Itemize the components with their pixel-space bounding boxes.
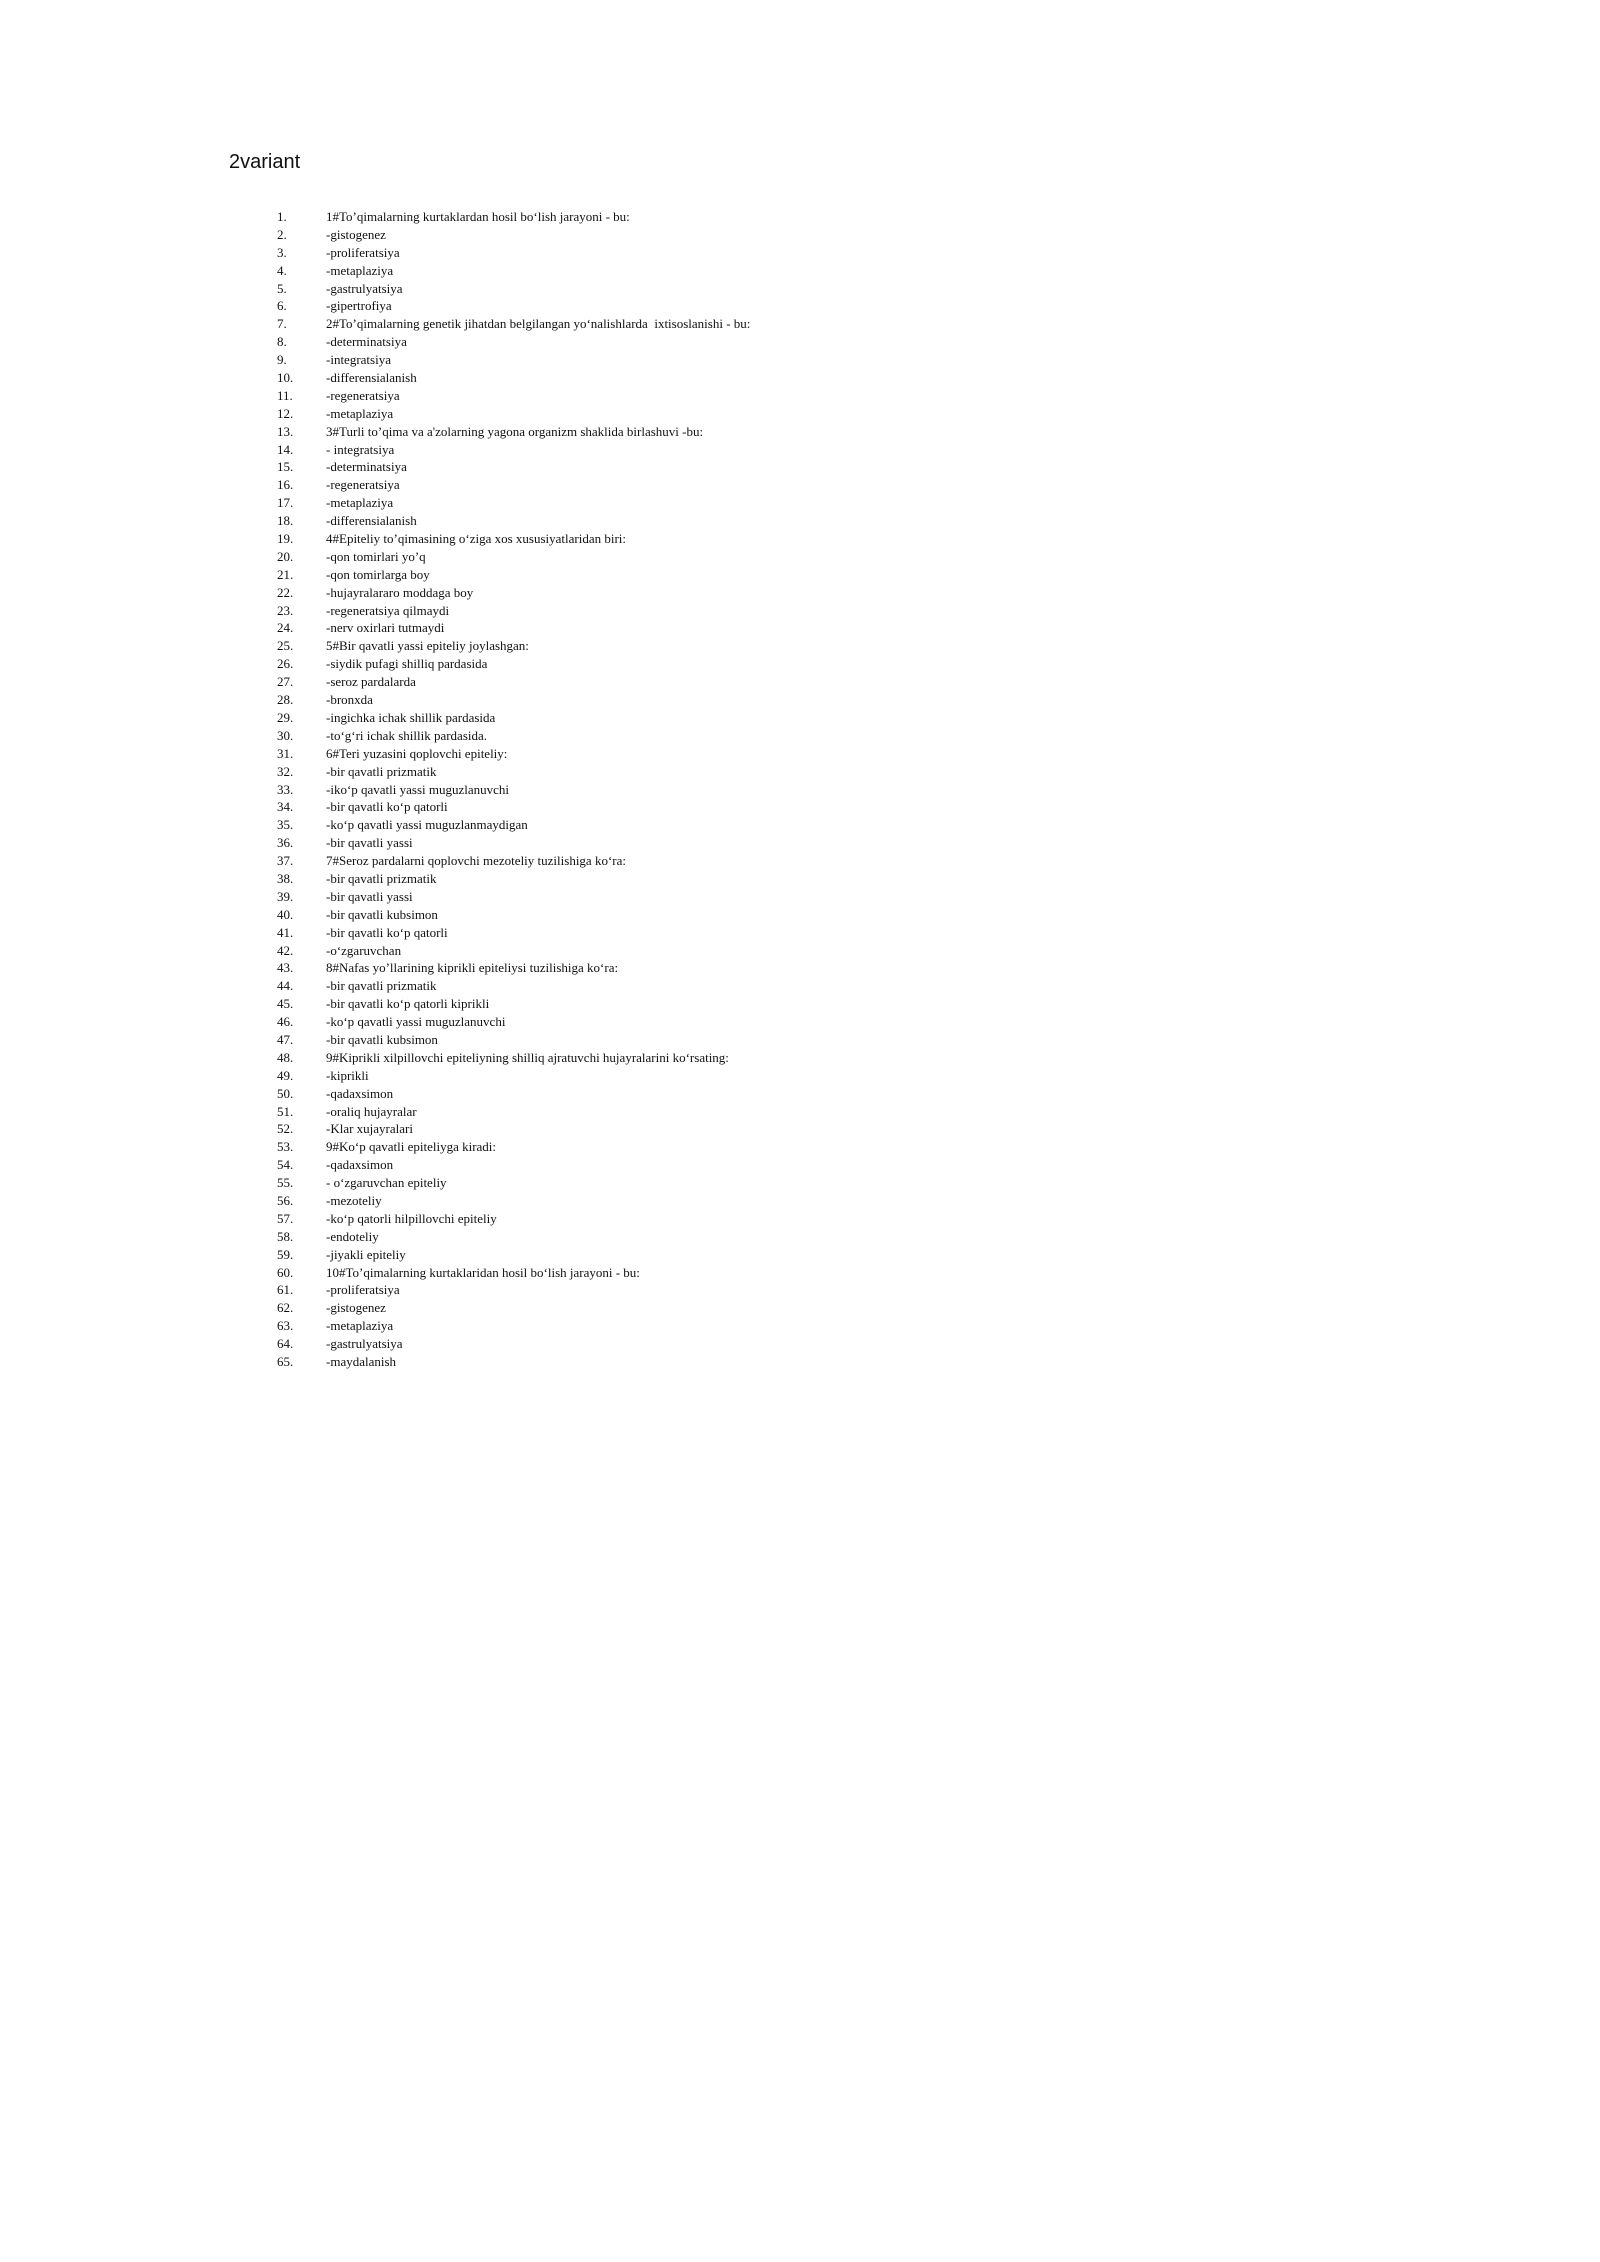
list-item-text: -metaplaziya [326,405,394,421]
list-item-number: 25. [277,638,294,654]
list-item-text: -siydik pufagi shilliq pardasida [326,656,488,672]
list-item-text: 1#To’qimalarning kurtaklardan hosil bo‘lish jarayoni - bu: [326,209,630,224]
list-item-text: -iko‘p qavatli yassi muguzlanuvchi [326,781,510,797]
list-item [277,1067,1277,1085]
list-item-text: 8#Nafas yo’llarining kiprikli epiteliysi tuzilishiga ko‘ra: [326,960,619,976]
list-item [277,888,1277,906]
list-item [277,852,1277,870]
list-item [277,870,1277,888]
list-item-text: -bronxda [326,692,373,708]
list-item-text: -bir qavatli ko‘p qatorli [326,924,448,940]
list-item-number: 39. [277,888,294,904]
list-item-text: -bir qavatli prizmatik [326,870,437,886]
list-item [277,834,1277,852]
list-item [277,566,1277,584]
list-item-number: 22. [277,584,294,600]
list-item [277,208,1277,226]
list-item-text: 6#Teri yuzasini qoplovchi epiteliy: [326,745,508,761]
list-item [277,1031,1277,1049]
list-item-number: 5. [277,280,287,296]
list-item [277,798,1277,816]
list-item-text: -regeneratsiya [326,387,400,403]
list-item-number: 42. [277,942,294,958]
list-item-number: 40. [277,906,294,922]
list-item-number: 3. [277,244,287,260]
list-item-number: 29. [277,709,294,725]
list-item-number: 38. [277,870,294,886]
list-item-text: -Klar xujayralari [326,1121,413,1137]
list-item-number: 56. [277,1192,294,1208]
list-item-number: 43. [277,960,294,976]
list-item-text: 4#Epiteliy to’qimasining o‘ziga xos xususiyatlaridan biri: [326,531,627,547]
list-item-number: 6. [277,298,287,314]
list-item-number: 13. [277,423,294,439]
list-item-number: 18. [277,513,294,529]
list-item-number: 15. [277,459,294,475]
list-item [277,1335,1277,1353]
list-item-text: -o‘zgaruvchan [326,942,402,958]
list-item [277,441,1277,459]
list-item-text: -gistogenez [326,1300,386,1316]
list-item [277,1264,1277,1282]
list-item [277,977,1277,995]
list-item-number: 19. [277,531,294,547]
list-item-text: - integratsiya [326,441,395,457]
list-item [277,942,1277,960]
list-item [277,763,1277,781]
list-item-number: 11. [277,387,293,403]
list-item-text: -ingichka ichak shillik pardasida [326,709,496,725]
list-item-number: 62. [277,1300,294,1316]
list-item [277,369,1277,387]
list-item-number: 8. [277,334,287,350]
list-item-text: -ko‘p qavatli yassi muguzlanuvchi [326,1014,506,1030]
list-item [277,1138,1277,1156]
list-item [277,1246,1277,1264]
list-item-text: -hujayralararo moddaga boy [326,584,474,600]
list-item-text: -oraliq hujayralar [326,1103,417,1119]
list-item [277,494,1277,512]
list-item-number: 30. [277,727,294,743]
list-item-number: 54. [277,1157,294,1173]
list-item-text: -differensialanish [326,513,417,529]
list-item-text: -bir qavatli ko‘p qatorli [326,799,448,815]
list-item-text: 3#Turli to’qima va a'zolarning yagona organizm shaklida birlashuvi -bu: [326,423,704,439]
list-item-number: 37. [277,853,294,869]
list-item [277,244,1277,262]
list-item-text: -maydalanish [326,1354,397,1369]
list-item-text: -mezoteliy [326,1192,382,1208]
list-item [277,530,1277,548]
list-item-text: -gastrulyatsiya [326,1336,403,1352]
list-item [277,351,1277,369]
list-item [277,1156,1277,1174]
list-item-number: 41. [277,924,294,940]
list-item-text: -to‘g‘ri ichak shillik pardasida. [326,727,488,743]
list-item-number: 63. [277,1318,294,1334]
list-item-text: 9#Ko‘p qavatli epiteliyga kiradi: [326,1139,497,1155]
list-item-text: -ko‘p qavatli yassi muguzlanmaydigan [326,817,528,833]
list-item-number: 36. [277,835,294,851]
list-item [277,602,1277,620]
list-item-text: -differensialanish [326,370,417,386]
list-item-number: 14. [277,441,294,457]
list-item-text: -kiprikli [326,1067,369,1083]
list-item [277,816,1277,834]
list-item-number: 55. [277,1175,294,1191]
list-item-text: 7#Seroz pardalarni qoplovchi mezoteliy tuzilishiga ko‘ra: [326,853,626,869]
list-item-text: -bir qavatli prizmatik [326,978,437,994]
list-item-number: 49. [277,1067,294,1083]
list-item-number: 57. [277,1210,294,1226]
list-item-text: -jiyakli epiteliy [326,1246,406,1262]
list-item-text: -qon tomirlari yo’q [326,548,426,564]
list-item-text: -metaplaziya [326,1318,394,1334]
list-item-number: 53. [277,1139,294,1155]
list-item [277,297,1277,315]
list-item [277,226,1277,244]
list-item [277,709,1277,727]
list-item-number: 47. [277,1031,294,1047]
list-item-text: -bir qavatli yassi [326,888,413,904]
list-item [277,548,1277,566]
list-item-text: -bir qavatli ko‘p qatorli kiprikli [326,996,490,1012]
list-item [277,1085,1277,1103]
list-item [277,995,1277,1013]
list-item-number: 52. [277,1121,294,1137]
list-item-number: 34. [277,799,294,815]
list-item-number: 23. [277,602,294,618]
list-item-text: 2#To’qimalarning genetik jihatdan belgilangan yo‘nalishlarda ixtisoslanishi - bu: [326,316,751,332]
list-item [277,458,1277,476]
list-item-number: 51. [277,1103,294,1119]
list-item-number: 17. [277,495,294,511]
list-item [277,1174,1277,1192]
list-item-number: 61. [277,1282,294,1298]
list-item-text: -bir qavatli prizmatik [326,763,437,779]
list-item-text: -determinatsiya [326,459,407,475]
list-item [277,1210,1277,1228]
list-item-number: 27. [277,674,294,690]
list-item-number: 48. [277,1049,294,1065]
list-item-text: -metaplaziya [326,495,394,511]
list-item [277,405,1277,423]
list-item-text: -qon tomirlarga boy [326,566,430,582]
list-item-text: - o‘zgaruvchan epiteliy [326,1175,447,1191]
list-item-text: -ko‘p qatorli hilpillovchi epiteliy [326,1210,497,1226]
list-item [277,512,1277,530]
list-item-text: -qadaxsimon [326,1085,394,1101]
list-item [277,924,1277,942]
list-item [277,745,1277,763]
list-item [277,1103,1277,1121]
list-item-number: 26. [277,656,294,672]
list-item [277,1281,1277,1299]
list-item [277,423,1277,441]
list-item-number: 65. [277,1354,294,1369]
list-item-number: 58. [277,1228,294,1244]
list-item-text: -nerv oxirlari tutmaydi [326,620,445,636]
list-item-text: -gipertrofiya [326,298,392,314]
list-item [277,333,1277,351]
list-item-text: 10#To’qimalarning kurtaklaridan hosil bo‘lish jarayoni - bu: [326,1264,640,1280]
list-item-number: 33. [277,781,294,797]
list-item [277,959,1277,977]
list-item [277,637,1277,655]
list-item-text: -regeneratsiya [326,477,400,493]
list-item-number: 2. [277,226,287,242]
list-item-text: -seroz pardalarda [326,674,416,690]
list-item-number: 10. [277,370,294,386]
list-item-text: 9#Kiprikli xilpillovchi epiteliyning shilliq ajratuvchi hujayralarini ko‘rsating: [326,1049,729,1065]
list-item-number: 32. [277,763,294,779]
list-item-text: -integratsiya [326,352,391,368]
list-item-text: -gistogenez [326,226,386,242]
list-item-text: -bir qavatli kubsimon [326,1031,438,1047]
list-item-number: 50. [277,1085,294,1101]
list-item-text: -gastrulyatsiya [326,280,403,296]
list-item [277,1120,1277,1138]
list-item-text: -proliferatsiya [326,244,400,260]
list-item [277,655,1277,673]
list-item-number: 7. [277,316,287,332]
list-item [277,1299,1277,1317]
list-item-number: 12. [277,405,294,421]
list-item-number: 46. [277,1014,294,1030]
list-item [277,262,1277,280]
list-item-number: 64. [277,1336,294,1352]
list-item-number: 60. [277,1264,294,1280]
list-item [277,781,1277,799]
list-item-text: -qadaxsimon [326,1157,394,1173]
list-item-number: 4. [277,262,287,278]
list-item [277,1353,1277,1371]
list-item-number: 44. [277,978,294,994]
list-item-number: 16. [277,477,294,493]
list-item [277,691,1277,709]
list-item-number: 28. [277,692,294,708]
list-item [277,280,1277,298]
list-item-number: 20. [277,548,294,564]
list-item [277,387,1277,405]
list-item [277,619,1277,637]
list-item-text: -proliferatsiya [326,1282,400,1298]
list-item-number: 1. [277,209,287,224]
numbered-list [277,208,1277,1371]
list-item [277,906,1277,924]
list-item [277,476,1277,494]
list-item-text: -bir qavatli kubsimon [326,906,438,922]
list-item-number: 24. [277,620,294,636]
list-item [277,727,1277,745]
list-item-text: -endoteliy [326,1228,379,1244]
list-item-number: 31. [277,745,294,761]
list-item [277,1192,1277,1210]
list-item-text: -determinatsiya [326,334,407,350]
list-item [277,673,1277,691]
list-item [277,584,1277,602]
list-item-number: 21. [277,566,294,582]
list-item [277,1317,1277,1335]
list-item [277,315,1277,333]
document-title: 2variant [229,151,301,173]
list-item-text: -bir qavatli yassi [326,835,413,851]
list-item-text: -metaplaziya [326,262,394,278]
list-item [277,1013,1277,1031]
list-item-text: 5#Bir qavatli yassi epiteliy joylashgan: [326,638,529,654]
list-item-number: 35. [277,817,294,833]
list-item-number: 9. [277,352,287,368]
list-item-number: 59. [277,1246,294,1262]
list-item [277,1228,1277,1246]
list-item-text: -regeneratsiya qilmaydi [326,602,450,618]
list-item-number: 45. [277,996,294,1012]
list-item [277,1049,1277,1067]
